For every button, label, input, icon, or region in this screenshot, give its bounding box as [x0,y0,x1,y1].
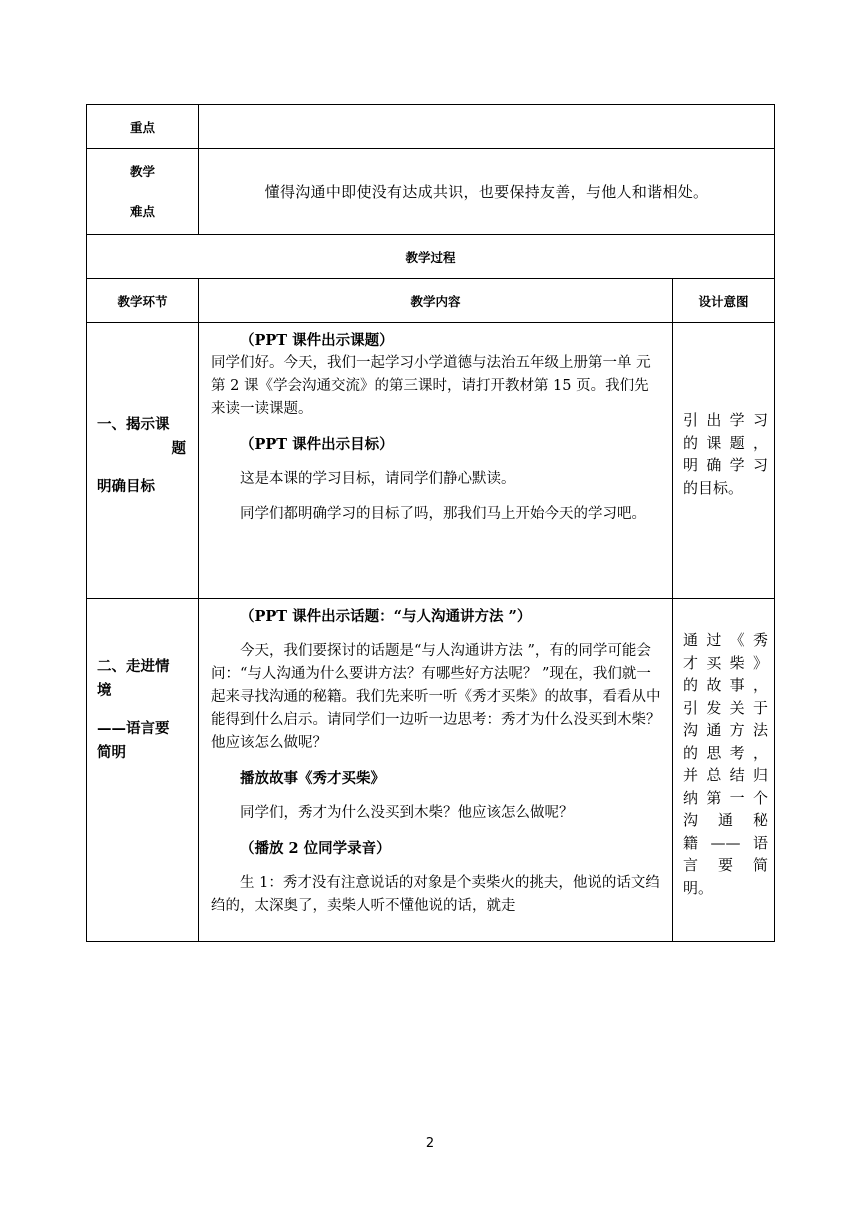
section2-intent-line: 的思考， [683,743,768,762]
section2-p2: 今天，我们要探讨的话题是“与人沟通讲方法 ”，有的同学可能会问：“与人沟通为什么要讲方法？有哪些好方法呢？ ”现在，我们就一起来寻找沟通的秘籍。我们先来听一听《秀才买柴》的故事，看看从中能得到什么启示。请同学们一边听一边思考：秀才为什么没买到木柴？他应该怎么做呢？ [211,643,661,751]
page-number: 2 [425,1136,435,1151]
section2-label-line2: 境 [97,683,112,699]
col-intent-header: 设计意图 [673,279,775,323]
section2-intent-line: 纳第一个 [683,788,768,807]
section2-intent [673,599,775,942]
section2-label-line4: 简明 [97,745,126,761]
section2-content [199,599,673,942]
section2-row [87,599,775,942]
section2-p5: （播放 2 位同学录音） [240,840,391,857]
section1-intent-line: 引出学习 [683,411,768,429]
section2-intent-line: 言 要 简 [683,856,768,874]
process-header: 教学过程 [87,235,775,279]
col-stage-header: 教学环节 [87,279,199,323]
section1-p2: 同学们好。今天，我们一起学习小学道德与法治五年级上册第一单 元第 2 课《学会沟通交流》的第三课时，请打开教材第 15 页。我们先来读一读课题。 [211,355,651,417]
focus-row [87,105,775,149]
section1-intent-line: 的目标。 [683,478,744,497]
difficulty-label-line2: 难点 [129,203,155,219]
column-header-row [87,279,775,323]
section2-intent-line: 沟 通 秘 [683,811,768,829]
section2-intent-line: 籍——语 [683,833,768,852]
section2-intent-line: 通过《秀 [683,631,768,649]
process-header-row [87,235,775,279]
section2-label-line1: 二、走进情 [97,659,170,675]
section1-intent-line: 明确学习 [683,456,768,474]
section1-intent [673,323,775,599]
section2-label-line3: ——语言要 [97,721,170,737]
section1-stage [87,323,199,599]
focus-label: 重点 [87,105,199,149]
section1-row [87,323,775,599]
section1-content [199,323,673,599]
section2-p1: （PPT 课件出示话题：“与人沟通讲方法 ”） [240,608,532,625]
focus-text [199,105,775,149]
lesson-plan-table [86,104,775,942]
section1-label-line3: 明确目标 [97,479,155,495]
section2-intent-line: 并总结归 [683,766,768,784]
difficulty-label-line1: 教学 [129,163,155,179]
section1-p3: （PPT 课件出示目标） [240,436,394,453]
section2-p6: 生 1：秀才没有注意说话的对象是个卖柴火的挑夫，他说的话文绉绉的，太深奥了，卖柴人听不懂他说的话，就走 [211,875,660,914]
section1-p4: 这是本课的学习目标，请同学们静心默读。 [240,471,516,487]
difficulty-row [87,149,775,235]
section2-intent-line: 明。 [683,878,714,897]
difficulty-label [87,149,199,235]
section1-p5: 同学们都明确学习的目标了吗，那我们马上开始今天的学习吧。 [240,506,646,522]
section2-p3: 播放故事《秀才买柴》 [240,770,385,787]
section1-label-line1: 一、揭示课 [97,417,170,433]
difficulty-text: 懂得沟通中即使没有达成共识，也要保持友善，与他人和谐相处。 [199,149,775,235]
section2-intent-line: 沟通方法 [683,721,768,739]
section2-intent-line: 引发关于 [683,698,768,717]
section1-label-line2: 题 [171,441,186,457]
section2-intent-line: 的故事， [683,676,768,694]
col-content-header: 教学内容 [199,279,673,323]
section2-p4: 同学们，秀才为什么没买到木柴？他应该怎么做呢？ [240,805,574,821]
section1-intent-line: 的课题， [683,433,768,452]
section2-stage [87,599,199,942]
section1-p1: （PPT 课件出示课题） [240,332,394,349]
section2-intent-line: 才买柴》 [683,653,768,672]
